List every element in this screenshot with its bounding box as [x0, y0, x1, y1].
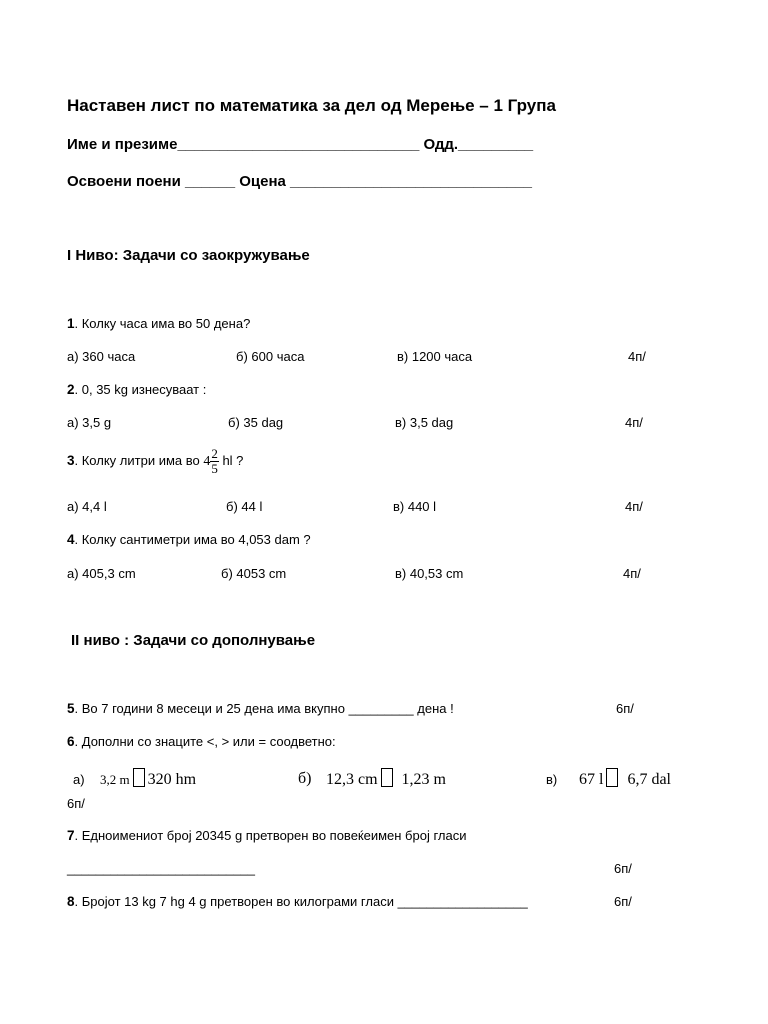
question-text: . Дополни со знаците <, > или = соодветно:: [74, 734, 336, 749]
comparison-box[interactable]: [606, 768, 618, 787]
q6-item-a: [100, 768, 196, 789]
q6-item-c: [579, 768, 671, 789]
question-2: [67, 382, 206, 397]
question-text: . Во 7 години 8 месеци и 25 дена има вкупно _________ дена !: [74, 701, 454, 716]
question-number: 3: [67, 452, 75, 468]
q4-points: 4п/: [623, 566, 641, 581]
q3-points: 4п/: [625, 499, 643, 514]
q2-option-b[interactable]: б) 35 dag: [228, 415, 284, 430]
level1-title: I Ниво: Задачи со заокружување: [67, 247, 310, 264]
question-text: . Бројот 13 kg 7 hg 4 g претворен во килограми гласи __________________: [74, 894, 528, 909]
question-3: [67, 447, 243, 476]
question-text: . Едноимениот број 20345 g претворен во повеќеимен број гласи: [74, 828, 467, 843]
q3-option-c[interactable]: в) 440 l: [393, 499, 437, 514]
q1-points: 4п/: [628, 349, 646, 364]
question-number: 5: [67, 701, 75, 716]
q7-answer-line[interactable]: __________________________: [67, 861, 255, 876]
q2-option-a[interactable]: а) 3,5 g: [67, 415, 112, 430]
q6-a-label: а): [73, 772, 85, 787]
q6-b-label: б): [298, 770, 312, 787]
q7-points: 6п/: [614, 861, 632, 876]
q3-option-a[interactable]: а) 4,4 l: [67, 499, 107, 514]
mixed-number-whole: 4: [203, 453, 211, 469]
q6-c-label: в): [546, 772, 558, 787]
question-4: [67, 532, 311, 547]
q3-option-b[interactable]: б) 44 l: [226, 499, 263, 514]
q6-item-b: [326, 768, 446, 789]
fraction-denominator: 5: [211, 461, 218, 476]
q8-points: 6п/: [614, 894, 632, 909]
question-text: . 0, 35 kg изнесуваат :: [74, 382, 207, 397]
q4-option-b[interactable]: б) 4053 cm: [221, 566, 287, 581]
question-1: [67, 316, 250, 331]
level2-title: II ниво : Задачи со дополнување: [71, 632, 316, 649]
fraction-numerator: 2: [211, 446, 218, 461]
question-number: 1: [67, 316, 75, 331]
q2-option-c[interactable]: в) 3,5 dag: [395, 415, 454, 430]
fraction: [210, 447, 219, 476]
q6-c-left: 67 l: [579, 771, 604, 788]
q1-option-b[interactable]: б) 600 часа: [236, 349, 305, 364]
comparison-box[interactable]: [133, 768, 145, 787]
q6-b-right: 1,23 m: [401, 771, 446, 788]
question-8: [67, 894, 528, 909]
question-number: 4: [67, 532, 75, 547]
q6-b-left: 12,3 cm: [326, 771, 378, 788]
comparison-box[interactable]: [381, 768, 393, 787]
question-text: . Колку сантиметри има во 4,053 dam ?: [74, 532, 311, 547]
q2-points: 4п/: [625, 415, 643, 430]
question-number: 2: [67, 382, 75, 397]
question-text-after: hl ?: [218, 452, 244, 468]
q4-option-a[interactable]: а) 405,3 cm: [67, 566, 136, 581]
q5-points: 6п/: [616, 701, 634, 716]
question-number: 7: [67, 828, 75, 843]
question-text: . Колку часа има во 50 дена?: [74, 316, 251, 331]
q1-option-c[interactable]: в) 1200 часа: [397, 349, 473, 364]
question-text: . Колку литри има во: [74, 452, 204, 468]
worksheet-title: Наставен лист по математика за дел од Мерење – 1 Група: [67, 96, 556, 115]
question-6: [67, 734, 336, 749]
q6-points: 6п/: [67, 796, 85, 811]
question-number: 8: [67, 894, 75, 909]
question-5: [67, 701, 454, 716]
question-number: 6: [67, 734, 75, 749]
q6-a-left: 3,2 m: [100, 772, 130, 787]
points-grade-line: Освоени поени ______ Оцена _____________________________: [67, 173, 532, 190]
q4-option-c[interactable]: в) 40,53 cm: [395, 566, 464, 581]
question-7: [67, 828, 467, 843]
q1-option-a[interactable]: а) 360 часа: [67, 349, 136, 364]
q6-a-right: 320 hm: [147, 771, 197, 788]
q6-c-right: 6,7 dal: [627, 771, 671, 788]
name-class-line: Име и презиме_____________________________ Одд._________: [67, 136, 534, 153]
